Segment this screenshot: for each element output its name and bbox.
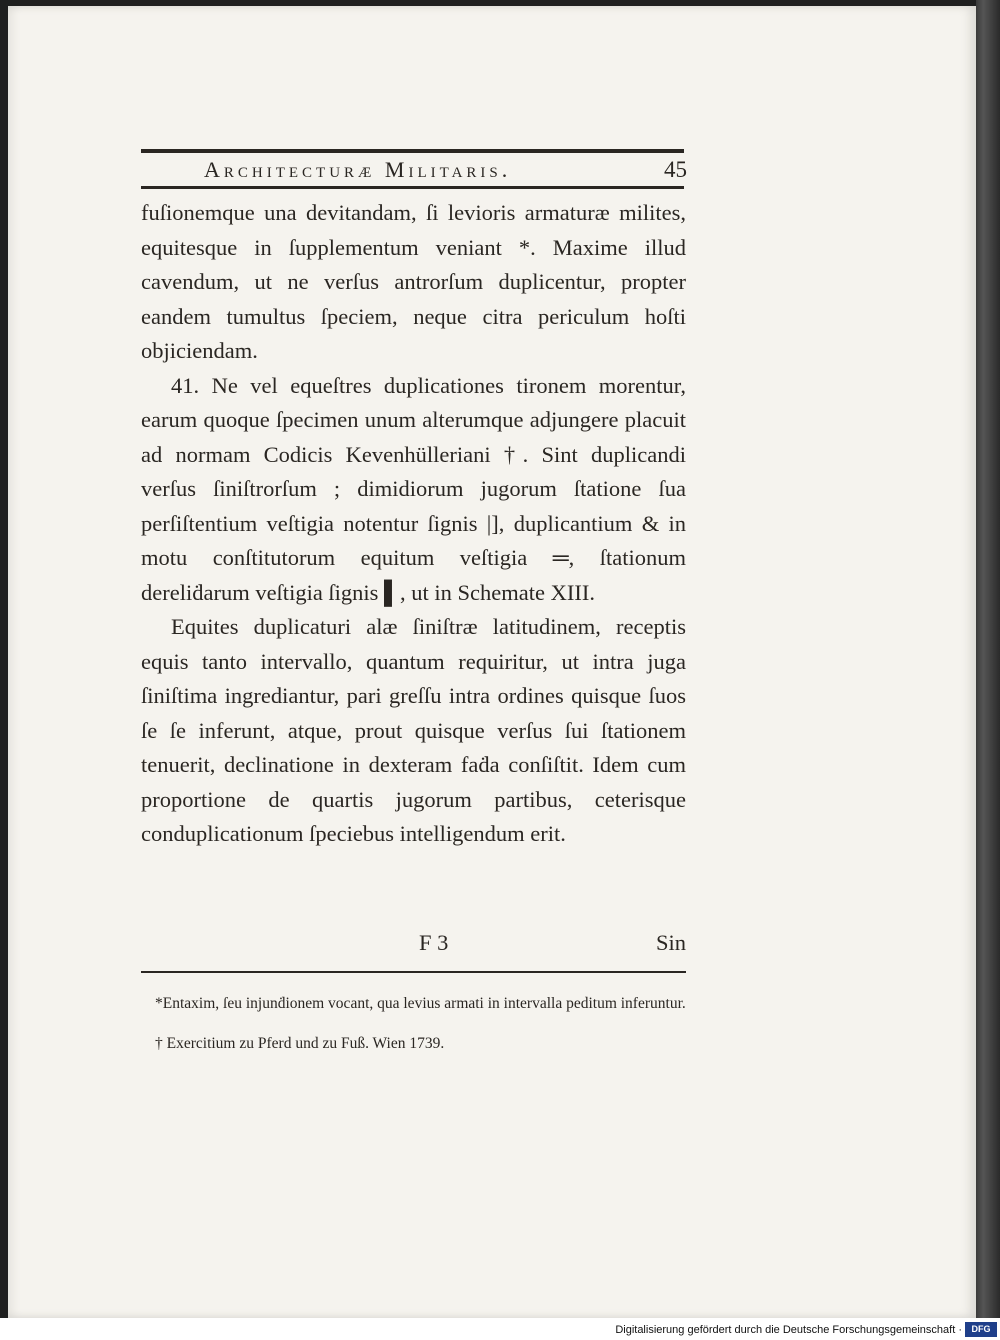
paragraph-equites: Equites duplicaturi alæ ſiniſtræ latitudinem, receptis equis tanto intervallo, quantum requiritur, ut intra juga ſiniſtima ingrediantur, pari greſſu intra ordines quisque ſuos ſe ſe inferunt, atque, prout quisque verſus ſui ſtationem tenuerit, declinatione in dexteram faḋa conſiſtit. Idem cum proportione de quartis jugorum partibus, ceterisque conduplicationum ſpeciebus intelligendum erit. — [141, 614, 686, 846]
header-rule-top — [141, 149, 684, 153]
footnote-rule — [141, 971, 686, 973]
page-number: 45 — [664, 157, 687, 182]
dfg-logo: DFG — [965, 1322, 997, 1337]
header-rule-bottom — [141, 186, 684, 189]
body-text — [141, 196, 686, 852]
paragraph-continuation: fuſionemque una devitandam, ſi levioris armaturæ milites, equitesque in ſupplementum veniant *. Maxime illud cavendum, ut ne verſus antrorſum duplicentur, propter eandem tumultus ſpeciem, neque citra periculum hoſti objiciendam. — [141, 200, 686, 363]
running-head: Architecturæ Militaris. — [204, 157, 512, 182]
signature-line — [141, 925, 686, 961]
footnotes — [155, 990, 687, 1058]
footnote-dagger: † Exercitium zu Pferd und zu Fuß. Wien 1739. — [155, 1035, 445, 1052]
paragraph-41: 41. Ne vel equeſtres duplicationes tironem morentur, earum quoque ſpecimen unum alterumque adjungere placuit ad normam Codicis Kevenhülleriani †. Sint duplicandi verſus ſiniſtrorſum ; dimidiorum jugorum ſtatione ſua perſiſtentium veſtigia notentur ſignis |], duplicantium & in motu conſtitutorum equitum veſtigia ═, ſtationum dereliḋarum veſtigia ſignis ▌, ut in Schemate XIII. — [141, 372, 686, 605]
footnote-asterisk: *Entaxim, ſeu injunḋionem vocant, qua levius armati in intervalla peditum inferuntur. — [155, 995, 686, 1012]
catchword: Sin — [655, 930, 686, 955]
digitization-credit: Digitalisierung gefördert durch die Deutsche Forschungsgemeinschaft · — [615, 1324, 962, 1336]
page-edge — [976, 0, 1000, 1318]
signature-mark: F 3 — [419, 930, 449, 955]
